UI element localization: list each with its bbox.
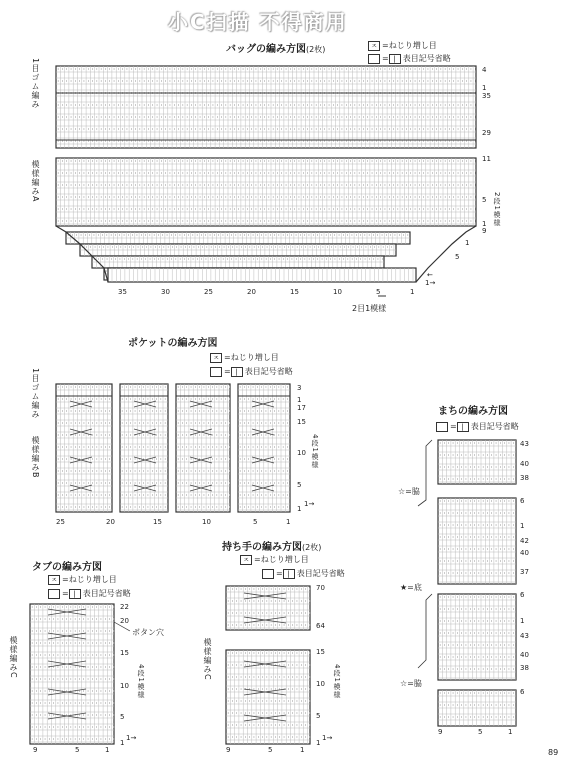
gusset-row-num: 38 xyxy=(520,474,529,482)
knit-symbol-icon: | xyxy=(457,422,469,432)
pocket-col-num: 1 xyxy=(286,518,291,526)
gusset-row-num: 37 xyxy=(520,568,529,576)
handle-legend-omit-eq: = xyxy=(276,569,283,578)
bag-title-note: (2枚) xyxy=(306,45,326,54)
tab-grid-border xyxy=(30,604,114,744)
empty-cell-symbol-icon xyxy=(262,569,274,579)
pocket-repeat-note: 4段1模様 xyxy=(311,434,319,469)
gusset-middle-grid-border xyxy=(438,498,516,584)
handle-repeat-note: 4段1模様 xyxy=(333,664,341,699)
gusset-chart-title: まちの編み方図 xyxy=(438,406,508,417)
tab-row-num: 10 xyxy=(120,682,129,690)
gusset-side-top-bracket xyxy=(418,440,432,506)
bag-legend-twist-text: =ねじり増し目 xyxy=(382,41,437,50)
bag-col-num: 10 xyxy=(333,288,342,296)
bag-col-num: 1 xyxy=(410,288,415,296)
gusset-legend-omit-eq: = xyxy=(450,422,457,431)
handle-legend-omit xyxy=(262,568,345,579)
bag-row-num: 1 xyxy=(465,239,470,247)
gusset-side-top-label: ☆=脇 xyxy=(398,487,420,496)
tab-row-num: 20 xyxy=(120,617,129,625)
handle-arrow-right: 1→ xyxy=(322,734,333,742)
tab-row-num: 22 xyxy=(120,603,129,611)
handle-row-num: 70 xyxy=(316,584,325,592)
bag-col-num: 20 xyxy=(247,288,256,296)
gusset-top-grid-border xyxy=(438,440,516,484)
bag-col-num: 15 xyxy=(290,288,299,296)
pocket-pattern-label: 模様編みB xyxy=(31,436,40,479)
bag-legend-omit-eq: = xyxy=(382,54,389,63)
gusset-bottom-label: ★=底 xyxy=(400,583,422,592)
twist-symbol-icon: ㅈ xyxy=(368,41,380,51)
gusset-col-num: 9 xyxy=(438,728,443,736)
bag-row-num: 1 xyxy=(482,84,487,92)
handle-legend-omit-text: 表目記号省略 xyxy=(296,569,345,578)
tab-legend-twist xyxy=(48,574,117,585)
gusset-row-num: 38 xyxy=(520,664,529,672)
gusset-side-bottom-bracket xyxy=(418,594,432,668)
twist-symbol-icon: ㅈ xyxy=(48,575,60,585)
gusset-row-num: 43 xyxy=(520,632,529,640)
pocket-legend-omit xyxy=(210,366,293,377)
empty-cell-symbol-icon xyxy=(48,589,60,599)
pocket-row-num: 3 xyxy=(297,384,302,392)
bag-arrow-right: 1→ xyxy=(425,279,436,287)
pocket-row-num: 15 xyxy=(297,418,306,426)
pocket-legend-twist xyxy=(210,352,279,363)
gusset-row-num: 42 xyxy=(520,537,529,545)
pocket-row-num: 1 xyxy=(297,396,302,404)
gusset-legend-omit xyxy=(436,421,519,432)
tab-legend-omit-eq: = xyxy=(62,589,69,598)
bag-row-num: 1 xyxy=(482,220,487,228)
handle-col-num: 9 xyxy=(226,746,231,754)
handle-pattern-label: 模様編みC xyxy=(203,638,212,681)
bag-col-num: 25 xyxy=(204,288,213,296)
handle-row-num: 5 xyxy=(316,712,321,720)
empty-cell-symbol-icon xyxy=(210,367,222,377)
bag-legend-omit-text: 表目記号省略 xyxy=(402,54,451,63)
watermark-text: 小C扫描 不得商用 xyxy=(168,10,348,34)
pocket-row-num: 5 xyxy=(297,481,302,489)
gusset-row-num: 40 xyxy=(520,460,529,468)
tab-chart-title: タブの編み方図 xyxy=(32,562,102,573)
gusset-row-num: 1 xyxy=(520,617,525,625)
tab-col-num: 9 xyxy=(33,746,38,754)
tab-row-num: 1 xyxy=(120,739,125,747)
handle-row-num: 15 xyxy=(316,648,325,656)
knit-symbol-icon: | xyxy=(389,54,401,64)
tab-legend-twist-text: =ねじり増し目 xyxy=(62,575,117,584)
gusset-row-num: 1 xyxy=(520,522,525,530)
gusset-row-num: 40 xyxy=(520,651,529,659)
bag-stitch-repeat-note: 2目1模様 xyxy=(352,304,387,313)
tab-repeat-note: 4段1模様 xyxy=(137,664,145,699)
handle-legend-twist xyxy=(240,554,309,565)
pocket-col-num: 10 xyxy=(202,518,211,526)
knit-symbol-icon: | xyxy=(283,569,295,579)
pocket-col-num: 25 xyxy=(56,518,65,526)
bag-row-num: 5 xyxy=(455,253,460,261)
knit-symbol-icon: | xyxy=(231,367,243,377)
bag-col-num: 5 xyxy=(376,288,381,296)
tab-arrow-right: 1→ xyxy=(126,734,137,742)
bag-pattern-label: 模様編みA xyxy=(31,160,40,203)
bag-row-num: 11 xyxy=(482,155,491,163)
gusset-legend-omit-text: 表目記号省略 xyxy=(470,422,519,431)
page-number: 89 xyxy=(548,748,559,757)
handle-legend-twist-text: =ねじり増し目 xyxy=(254,555,309,564)
handle-row-num: 10 xyxy=(316,680,325,688)
gusset-row-num: 40 xyxy=(520,549,529,557)
bag-title-text: バッグの編み方図 xyxy=(226,44,306,55)
handle-title-note: (2枚) xyxy=(302,543,322,552)
bag-row-num: 4 xyxy=(482,66,487,74)
pocket-col-num: 5 xyxy=(253,518,258,526)
bag-col-num: 35 xyxy=(118,288,127,296)
handle-top-grid-border xyxy=(226,586,310,630)
pocket-legend-omit-eq: = xyxy=(224,367,231,376)
handle-chart-title xyxy=(222,538,321,553)
empty-cell-symbol-icon xyxy=(436,422,448,432)
handle-title-text: 持ち手の編み方図 xyxy=(222,542,302,553)
bag-row-num: 29 xyxy=(482,129,491,137)
bag-rib-label: 1目ゴム編み xyxy=(31,58,40,110)
tab-pattern-label: 模様編みC xyxy=(9,636,18,679)
tab-col-num: 1 xyxy=(105,746,110,754)
tab-col-num: 5 xyxy=(75,746,80,754)
tab-row-num: 5 xyxy=(120,713,125,721)
handle-col-num: 5 xyxy=(268,746,273,754)
pocket-legend-omit-text: 表目記号省略 xyxy=(244,367,293,376)
bag-row-num: 35 xyxy=(482,92,491,100)
twist-symbol-icon: ㅈ xyxy=(240,555,252,565)
bag-right-edge xyxy=(416,226,476,282)
gusset-row-num: 43 xyxy=(520,440,529,448)
tab-row-num: 15 xyxy=(120,649,129,657)
bag-repeat-note: 2段1模様 xyxy=(493,192,501,227)
bag-row-num: 5 xyxy=(482,196,487,204)
tab-legend-omit xyxy=(48,588,131,599)
tab-legend-omit-text: 表目記号省略 xyxy=(82,589,131,598)
pocket-col-num: 15 xyxy=(153,518,162,526)
handle-row-num: 1 xyxy=(316,739,321,747)
button-hole-label: ボタン穴 xyxy=(132,628,164,637)
bag-arrow-left: ← xyxy=(427,271,433,279)
pocket-row-num: 1 xyxy=(297,505,302,513)
pocket-col-num: 20 xyxy=(106,518,115,526)
gusset-col-num: 5 xyxy=(478,728,483,736)
bag-row-num: 9 xyxy=(482,227,487,235)
bag-col-num: 30 xyxy=(161,288,170,296)
pocket-row-num: 10 xyxy=(297,449,306,457)
gusset-side-bottom-label: ☆=脇 xyxy=(400,679,422,688)
pocket-row-num: 17 xyxy=(297,404,306,412)
knit-symbol-icon: | xyxy=(69,589,81,599)
gusset-row-num: 6 xyxy=(520,688,525,696)
pocket-chart-title: ポケットの編み方図 xyxy=(128,338,218,349)
handle-col-num: 1 xyxy=(300,746,305,754)
gusset-row-num: 6 xyxy=(520,591,525,599)
pocket-arrow-right: 1→ xyxy=(304,500,315,508)
pocket-rib-label: 1目ゴム編み xyxy=(31,368,40,420)
gusset-row-num: 6 xyxy=(520,497,525,505)
gusset-lower-grid-border xyxy=(438,594,516,680)
twist-symbol-icon: ㅈ xyxy=(210,353,222,363)
gusset-col-num: 1 xyxy=(508,728,513,736)
pocket-legend-twist-text: =ねじり増し目 xyxy=(224,353,279,362)
handle-row-num: 64 xyxy=(316,622,325,630)
